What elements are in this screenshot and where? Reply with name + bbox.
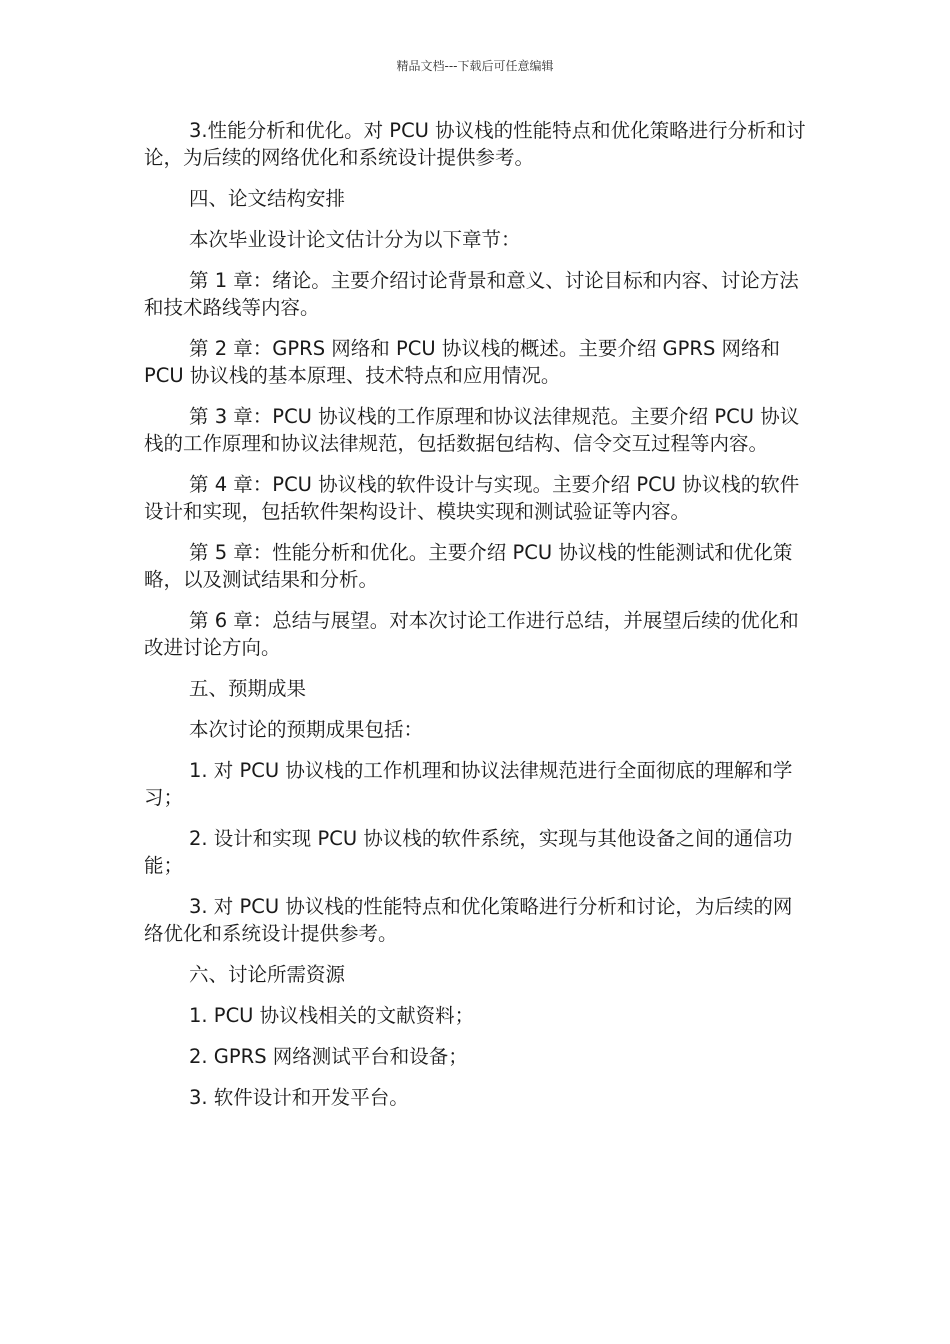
document-body (144, 117, 808, 1125)
paragraph-resource-2: 2. GPRS 网络测试平台和设备； (189, 1045, 468, 1068)
paragraph-results-intro: 本次讨论的预期成果包括： (189, 718, 424, 741)
paragraph-result-1: 1. 对 PCU 协议栈的工作机理和协议法律规范进行全面彻底的理解和学习； (144, 759, 793, 809)
paragraph-chapter-3: 第 3 章：PCU 协议栈的工作原理和协议法律规范。主要介绍 PCU 协议栈的工作原理和协议法律规范，包括数据包结构、信令交互过程等内容。 (144, 405, 800, 455)
paragraph-chapter-1: 第 1 章：绪论。主要介绍讨论背景和意义、讨论目标和内容、讨论方法和技术路线等内容。 (144, 269, 799, 319)
page-header: 精品文档---下载后可任意编辑 (396, 59, 554, 73)
paragraph-result-2: 2. 设计和实现 PCU 协议栈的软件系统，实现与其他设备之间的通信功能； (144, 827, 793, 877)
paragraph-item-3-performance: 3.性能分析和优化。对 PCU 协议栈的性能特点和优化策略进行分析和讨论，为后续的网络优化和系统设计提供参考。 (144, 119, 806, 169)
paragraph-chapter-2: 第 2 章：GPRS 网络和 PCU 协议栈的概述。主要介绍 GPRS 网络和 PCU 协议栈的基本原理、技术特点和应用情况。 (144, 337, 781, 387)
section-heading-thesis-structure: 四、论文结构安排 (189, 187, 346, 210)
paragraph-chapter-6: 第 6 章：总结与展望。对本次讨论工作进行总结，并展望后续的优化和改进讨论方向。 (144, 609, 799, 659)
section-heading-resources: 六、讨论所需资源 (189, 963, 346, 986)
paragraph-chapters-intro: 本次毕业设计论文估计分为以下章节： (189, 228, 521, 251)
section-heading-expected-results: 五、预期成果 (189, 677, 307, 700)
paragraph-resource-3: 3. 软件设计和开发平台。 (189, 1086, 409, 1109)
paragraph-chapter-4: 第 4 章：PCU 协议栈的软件设计与实现。主要介绍 PCU 协议栈的软件设计和实现，包括软件架构设计、模块实现和测试验证等内容。 (144, 473, 800, 523)
paragraph-chapter-5: 第 5 章：性能分析和优化。主要介绍 PCU 协议栈的性能测试和优化策略，以及测试结果和分析。 (144, 541, 793, 591)
paragraph-resource-1: 1. PCU 协议栈相关的文献资料； (189, 1004, 475, 1027)
paragraph-result-3: 3. 对 PCU 协议栈的性能特点和优化策略进行分析和讨论，为后续的网络优化和系统设计提供参考。 (144, 895, 793, 945)
